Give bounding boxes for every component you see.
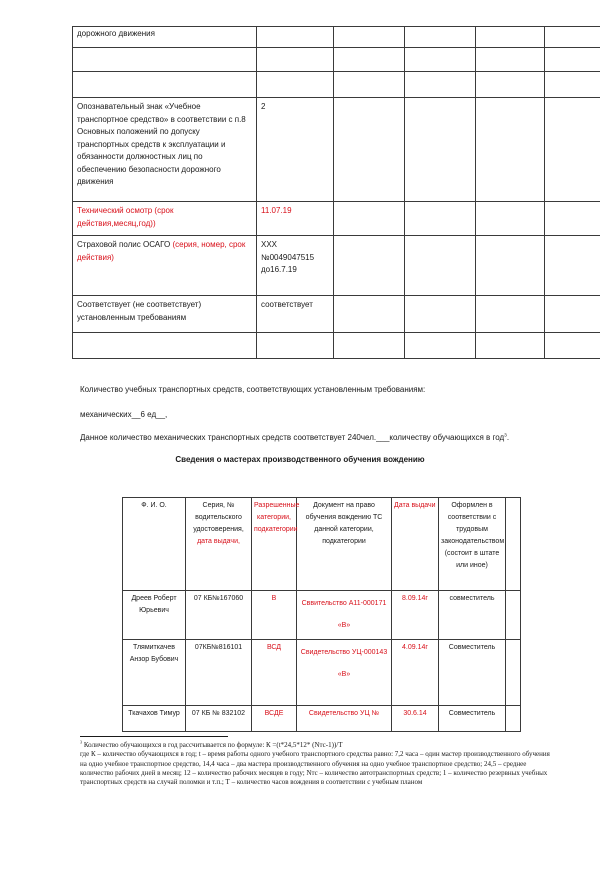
row-value: 2 bbox=[257, 98, 334, 202]
row-label: Соответствует (не соответствует) установленным требованиям bbox=[73, 296, 257, 333]
cell-category: ВСД bbox=[252, 640, 297, 706]
header-license bbox=[186, 498, 252, 591]
table-row bbox=[73, 98, 600, 202]
table-header-row bbox=[123, 498, 553, 591]
table-row bbox=[73, 296, 600, 333]
cell-status: Совместитель bbox=[439, 706, 506, 732]
label-part: Страховой полис ОСАГО bbox=[77, 240, 173, 249]
header-categories: Разрешенные категории, подкатегории bbox=[252, 498, 297, 591]
cell-license: 07КБ№816101 bbox=[186, 640, 252, 706]
header-right-doc: Документ на право обучения вождению ТС данной категории, подкатегории bbox=[297, 498, 392, 591]
table-row bbox=[73, 27, 600, 48]
header-issue-date: Дата выдачи bbox=[392, 498, 439, 591]
table-row bbox=[73, 202, 600, 236]
footnote-number: 3 bbox=[80, 739, 83, 745]
row-value: ХХХ №0049047515 до16.7.19 bbox=[257, 236, 334, 296]
masters-table bbox=[122, 497, 553, 732]
row-label: Опознавательный знак «Учебное транспортное средство» в соответствии с п.8 Основных положений по допуску транспортных средств к эксплуатации и обязанности должностных лиц по обеспечению безопасности дорожного движения bbox=[73, 98, 257, 202]
cell-date: 8.09.14г bbox=[392, 591, 439, 640]
cell-status: совместитель bbox=[439, 591, 506, 640]
cell-license: 07 КБ№167060 bbox=[186, 591, 252, 640]
table-row bbox=[123, 640, 553, 706]
cell-category: В bbox=[252, 591, 297, 640]
row-label: Технический осмотр (срок действия,месяц,год)) bbox=[73, 202, 257, 236]
header-formalized: Оформлен в соответствии с трудовым законодательством (состоит в штате или иное) bbox=[439, 498, 506, 591]
header-fio: Ф. И. О. bbox=[123, 498, 186, 591]
header-license-date: дата выдачи, bbox=[197, 538, 240, 545]
row-value bbox=[257, 27, 334, 48]
row-value: соответствует bbox=[257, 296, 334, 333]
cell-license: 07 КБ № 832102 bbox=[186, 706, 252, 732]
cell-doc: Сввительство А11-000171 «В» bbox=[297, 591, 392, 640]
footnote-explanation: где К – количество обучающихся в год; t – время работы одного учебного транспортного средства равно: 7,2 часа – один мастер производственного обучения на одно учебное транспортное средство, 14,4 часа – два мастера производственного обучения на одно учебное транспортное средство; 24,5 – среднее количество рабочих дней в месяц; 12 – количество рабочих месяцев в году; Nтс – количество автотранспортных средств; 1 – количество резервных учебных транспортных средств на случай поломки и т.п.; Т – количество часов вождения в соответствии с учебным планом bbox=[80, 750, 550, 787]
table-row bbox=[73, 48, 600, 72]
cell-date: 30.6.14 bbox=[392, 706, 439, 732]
paragraph-mechanical: механических__6 ед__, bbox=[80, 410, 168, 419]
row-value: 11.07.19 bbox=[257, 202, 334, 236]
capacity-end: . bbox=[506, 433, 510, 442]
cell-fio: Ткачахов Тимур bbox=[123, 706, 186, 732]
cell-fio: Дреев Роберт Юрьевич bbox=[123, 591, 186, 640]
paragraph-capacity bbox=[80, 432, 509, 443]
footnote bbox=[80, 741, 550, 787]
table-row bbox=[73, 72, 600, 98]
footnote-formula bbox=[80, 741, 550, 750]
table-row bbox=[123, 706, 553, 732]
vehicle-table bbox=[72, 26, 600, 359]
header-license-text: Серия, № водительского удостоверения, bbox=[193, 502, 244, 533]
table-row bbox=[123, 591, 553, 640]
section-title: Сведения о мастерах производственного обучения вождению bbox=[175, 455, 425, 464]
footnote-formula-text: Количество обучающихся в год рассчитывается по формуле: К =(t*24,5*12* (Nтс-1))/Т bbox=[82, 741, 343, 749]
row-label: дорожного движения bbox=[73, 27, 257, 48]
table-row bbox=[73, 333, 600, 359]
footnote-ref[interactable]: 3 bbox=[504, 433, 507, 439]
table-row bbox=[73, 236, 600, 296]
label-part-red: (серия, номер, срок действия) bbox=[77, 240, 246, 262]
capacity-text: Данное количество механических транспортных средств соответствует 240чел.___количеству обучающихся в год bbox=[80, 433, 505, 442]
cell-doc: Свидетельство УЦ № bbox=[297, 706, 392, 732]
paragraph-count-vehicles: Количество учебных транспортных средств, соответствующих установленным требованиям: bbox=[80, 385, 426, 394]
cell-date: 4.09.14г bbox=[392, 640, 439, 706]
cell-status: Совместитель bbox=[439, 640, 506, 706]
row-label bbox=[73, 236, 257, 296]
footnote-divider bbox=[80, 736, 228, 737]
cell-category: ВСДЕ bbox=[252, 706, 297, 732]
cell-fio: Тлямиткачев Анзор Бубович bbox=[123, 640, 186, 706]
cell-doc: Свидетельство УЦ-000143 «В» bbox=[297, 640, 392, 706]
